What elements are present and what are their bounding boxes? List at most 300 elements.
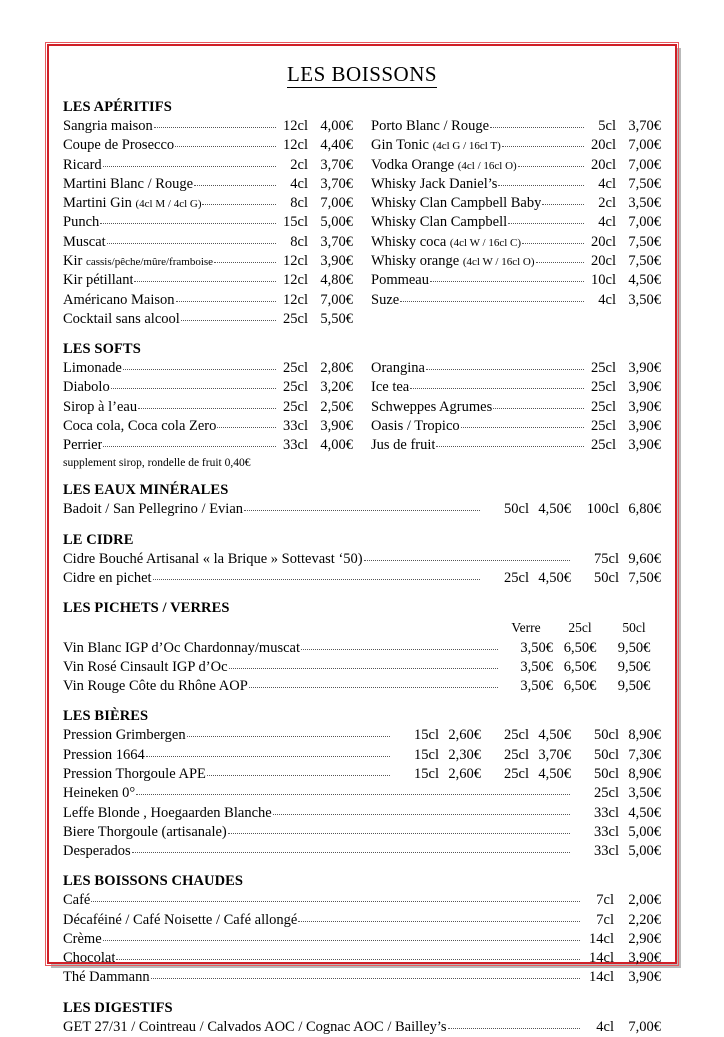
menu-row bbox=[371, 398, 661, 417]
item-name: Décaféiné / Café Noisette / Café allongé bbox=[63, 911, 298, 928]
item-price: 4,80€ bbox=[320, 272, 353, 289]
item-name: Martini Blanc / Rouge bbox=[63, 175, 194, 192]
item-name: Coca cola, Coca cola Zero bbox=[63, 417, 217, 434]
leader-dots bbox=[522, 232, 584, 244]
menu-row bbox=[63, 310, 353, 329]
price-tier bbox=[571, 823, 661, 842]
menu-row bbox=[63, 658, 661, 677]
item-volume: 25cl bbox=[283, 360, 308, 377]
item-name: Whisky Clan Campbell bbox=[371, 214, 508, 231]
section-cidre bbox=[63, 532, 661, 589]
menu-row bbox=[63, 746, 661, 765]
leader-dots bbox=[518, 155, 584, 167]
item-name: Biere Thorgoule (artisanale) bbox=[63, 823, 227, 840]
pichets-column-header: 25cl bbox=[568, 620, 592, 636]
item-price: 6,80€ bbox=[628, 501, 661, 518]
price-tier bbox=[391, 746, 481, 765]
menu-row bbox=[63, 117, 353, 136]
item-volume: 33cl bbox=[594, 804, 619, 821]
item-price: 7,00€ bbox=[320, 195, 353, 212]
price-tier bbox=[391, 765, 481, 784]
item-volume: 7cl bbox=[596, 911, 614, 928]
menu-row bbox=[371, 156, 661, 175]
leader-dots bbox=[111, 378, 276, 390]
leader-dots bbox=[364, 549, 570, 561]
item-name-detail: (4cl W / 16cl O) bbox=[462, 255, 535, 268]
item-name: Jus de fruit bbox=[371, 437, 436, 454]
item-volume: 14cl bbox=[589, 950, 614, 967]
item-price: 3,90€ bbox=[320, 417, 353, 434]
item-volume: 4cl bbox=[290, 175, 308, 192]
menu-row bbox=[63, 823, 661, 842]
menu-row bbox=[371, 117, 661, 136]
leader-dots bbox=[301, 638, 498, 650]
item-price: 7,00€ bbox=[320, 291, 353, 308]
pichets-column-headers bbox=[63, 618, 661, 638]
section-heading-chaudes: LES BOISSONS CHAUDES bbox=[63, 873, 244, 890]
item-price: 6,50€ bbox=[563, 678, 597, 695]
leader-dots bbox=[103, 435, 276, 447]
menu-row bbox=[63, 252, 353, 271]
item-price: 4,50€ bbox=[538, 501, 571, 518]
menu-row bbox=[63, 891, 661, 910]
item-volume: 14cl bbox=[589, 930, 614, 947]
item-price: 2,90€ bbox=[628, 930, 661, 947]
menu-row bbox=[63, 911, 661, 930]
section-heading-bieres: LES BIÈRES bbox=[63, 708, 149, 725]
price-tier bbox=[571, 726, 661, 745]
item-volume: 8cl bbox=[290, 195, 308, 212]
item-price: 3,20€ bbox=[320, 379, 353, 396]
leader-dots bbox=[228, 822, 570, 834]
item-price: 2,50€ bbox=[320, 398, 353, 415]
leader-dots bbox=[103, 155, 276, 167]
leader-dots bbox=[91, 890, 580, 902]
item-name: Cidre en pichet bbox=[63, 570, 152, 586]
item-price: 7,00€ bbox=[628, 137, 661, 154]
leader-dots bbox=[430, 270, 584, 282]
item-price: 7,50€ bbox=[628, 233, 661, 250]
item-price: 3,90€ bbox=[320, 252, 353, 269]
item-name: Perrier bbox=[63, 437, 103, 454]
item-price: 3,70€ bbox=[538, 746, 571, 763]
item-volume: 25cl bbox=[591, 379, 616, 396]
leader-dots bbox=[132, 841, 570, 853]
item-name: Diabolo bbox=[63, 379, 110, 396]
section-heading-softs: LES SOFTS bbox=[63, 341, 141, 358]
item-volume: 25cl bbox=[591, 417, 616, 434]
item-price: 6,50€ bbox=[563, 639, 597, 656]
item-price: 2,80€ bbox=[320, 360, 353, 377]
menu-row bbox=[63, 291, 353, 310]
item-price: 3,70€ bbox=[628, 118, 661, 134]
menu-row bbox=[371, 378, 661, 397]
item-volume: 15cl bbox=[414, 727, 439, 744]
leader-dots bbox=[502, 135, 584, 147]
item-volume: 4cl bbox=[596, 1018, 614, 1035]
item-volume: 50cl bbox=[594, 765, 619, 782]
item-volume: 8cl bbox=[290, 233, 308, 250]
menu-row bbox=[63, 968, 661, 987]
item-price: 3,70€ bbox=[320, 156, 353, 173]
menu-row bbox=[371, 271, 661, 290]
item-volume: 2cl bbox=[290, 156, 308, 173]
item-name: Gin Tonic (4cl G / 16cl T) bbox=[371, 137, 501, 154]
menu-row bbox=[63, 398, 353, 417]
item-volume: 20cl bbox=[591, 233, 616, 250]
item-volume: 12cl bbox=[283, 137, 308, 154]
item-price: 2,20€ bbox=[628, 911, 661, 928]
leader-dots bbox=[229, 657, 498, 669]
item-volume: 15cl bbox=[414, 746, 439, 763]
item-volume: 15cl bbox=[414, 765, 439, 782]
section-heading-cidre: LE CIDRE bbox=[63, 531, 134, 548]
leader-dots bbox=[244, 500, 480, 512]
menu-row bbox=[63, 930, 661, 949]
item-volume: 50cl bbox=[594, 570, 619, 586]
item-name: Vodka Orange (4cl / 16cl O) bbox=[371, 156, 517, 173]
section-bieres bbox=[63, 708, 661, 861]
item-volume: 2cl bbox=[598, 195, 616, 212]
section-heading-eaux: LES EAUX MINÉRALES bbox=[63, 482, 229, 499]
menu-row bbox=[63, 233, 353, 252]
item-volume: 5cl bbox=[598, 118, 616, 134]
item-price: 6,50€ bbox=[563, 658, 597, 675]
item-price: 7,50€ bbox=[628, 175, 661, 192]
menu-row bbox=[63, 436, 353, 455]
item-volume: 100cl bbox=[586, 501, 619, 518]
aperitifs-right-column bbox=[371, 117, 661, 329]
item-price: 3,90€ bbox=[628, 437, 661, 454]
pichets-column-header: 50cl bbox=[622, 620, 646, 636]
leader-dots bbox=[461, 416, 584, 428]
menu-row bbox=[63, 378, 353, 397]
item-volume: 25cl bbox=[504, 765, 529, 782]
item-name: Orangina bbox=[371, 360, 425, 377]
menu-row bbox=[371, 175, 661, 194]
leader-dots bbox=[116, 948, 580, 960]
item-name: Schweppes Agrumes bbox=[371, 398, 493, 415]
item-price: 9,50€ bbox=[617, 658, 651, 675]
softs-supplement-note: supplement sirop, rondelle de fruit 0,40€ bbox=[63, 456, 251, 469]
price-tier bbox=[391, 726, 481, 745]
item-name: Coupe de Prosecco bbox=[63, 137, 175, 154]
pichets-column-header: Verre bbox=[511, 620, 541, 636]
item-price: 3,70€ bbox=[320, 175, 353, 192]
item-volume: 12cl bbox=[283, 291, 308, 308]
leader-dots bbox=[146, 745, 390, 757]
item-name: Cocktail sans alcool bbox=[63, 310, 180, 327]
item-price: 4,50€ bbox=[628, 272, 661, 289]
leader-dots bbox=[107, 232, 276, 244]
price-tier bbox=[481, 726, 571, 745]
menu-row bbox=[371, 252, 661, 271]
leader-dots bbox=[123, 358, 276, 370]
item-price: 3,50€ bbox=[520, 639, 553, 656]
item-price: 4,40€ bbox=[320, 137, 353, 154]
item-price: 3,50€ bbox=[520, 678, 553, 695]
item-price: 7,00€ bbox=[628, 156, 661, 173]
item-volume: 4cl bbox=[598, 214, 616, 231]
item-price: 2,00€ bbox=[628, 892, 661, 909]
leader-dots bbox=[426, 358, 584, 370]
aperitifs-left-column bbox=[63, 117, 353, 329]
item-price: 9,50€ bbox=[617, 678, 651, 695]
item-name: Sangria maison bbox=[63, 118, 153, 134]
item-name: Chocolat bbox=[63, 950, 116, 967]
item-volume: 12cl bbox=[283, 118, 308, 134]
price-tier bbox=[571, 842, 661, 861]
item-name: Vin Blanc IGP d’Oc Chardonnay/muscat bbox=[63, 639, 300, 656]
item-price: 7,50€ bbox=[628, 252, 661, 269]
item-name: Pression 1664 bbox=[63, 746, 145, 763]
price-tier bbox=[571, 804, 661, 823]
leader-dots bbox=[448, 1017, 580, 1029]
item-price: 3,90€ bbox=[628, 417, 661, 434]
item-name: Muscat bbox=[63, 233, 106, 250]
section-eaux-minerales bbox=[63, 482, 661, 519]
item-volume: 25cl bbox=[504, 746, 529, 763]
item-volume: 25cl bbox=[283, 398, 308, 415]
menu-row bbox=[63, 271, 353, 290]
item-name: Ice tea bbox=[371, 379, 410, 396]
price-tier bbox=[481, 500, 571, 519]
item-price: 3,90€ bbox=[628, 398, 661, 415]
item-price: 4,50€ bbox=[538, 570, 571, 586]
menu-row bbox=[63, 1018, 661, 1037]
item-volume: 25cl bbox=[591, 360, 616, 377]
item-price: 7,50€ bbox=[628, 570, 661, 586]
item-name: Leffe Blonde , Hoegaarden Blanche bbox=[63, 804, 272, 821]
item-name: Vin Rosé Cinsault IGP d’Oc bbox=[63, 658, 228, 675]
item-name-detail: (4cl G / 16cl T) bbox=[432, 140, 501, 153]
leader-dots bbox=[508, 213, 584, 225]
item-volume: 33cl bbox=[283, 437, 308, 454]
price-tier bbox=[571, 765, 661, 784]
item-volume: 20cl bbox=[591, 156, 616, 173]
menu-row bbox=[63, 569, 661, 588]
item-name: Limonade bbox=[63, 360, 122, 377]
section-softs bbox=[63, 341, 661, 470]
section-digestifs bbox=[63, 1000, 661, 1037]
leader-dots bbox=[181, 309, 276, 321]
leader-dots bbox=[136, 783, 570, 795]
item-name: GET 27/31 / Cointreau / Calvados AOC / Cognac AOC / Bailley’s bbox=[63, 1018, 447, 1035]
item-price: 3,50€ bbox=[628, 291, 661, 308]
item-name: Whisky Jack Daniel’s bbox=[371, 175, 498, 192]
section-heading-digestifs: LES DIGESTIFS bbox=[63, 999, 173, 1016]
item-volume: 7cl bbox=[596, 892, 614, 909]
item-name: Whisky orange (4cl W / 16cl O) bbox=[371, 252, 535, 269]
menu-row bbox=[371, 417, 661, 436]
item-name: Ricard bbox=[63, 156, 102, 173]
section-pichets bbox=[63, 600, 661, 696]
item-price: 3,90€ bbox=[628, 360, 661, 377]
item-volume: 14cl bbox=[589, 969, 614, 986]
leader-dots bbox=[400, 290, 584, 302]
item-name: Whisky coca (4cl W / 16cl C) bbox=[371, 233, 522, 250]
menu-row bbox=[63, 136, 353, 155]
leader-dots bbox=[194, 174, 276, 186]
leader-dots bbox=[273, 803, 570, 815]
menu-row bbox=[63, 784, 661, 803]
item-name: Pression Grimbergen bbox=[63, 727, 186, 744]
leader-dots bbox=[498, 174, 584, 186]
item-name: Cidre Bouché Artisanal « la Brique » Sottevast ‘50) bbox=[63, 550, 363, 567]
item-name: Suze bbox=[371, 291, 400, 308]
menu-row bbox=[371, 136, 661, 155]
item-volume: 25cl bbox=[504, 727, 529, 744]
item-price: 9,60€ bbox=[628, 550, 661, 567]
price-tier bbox=[571, 569, 661, 588]
item-price: 3,70€ bbox=[320, 233, 353, 250]
item-name: Badoit / San Pellegrino / Evian bbox=[63, 501, 244, 518]
menu-row bbox=[63, 550, 661, 569]
menu-row bbox=[371, 359, 661, 378]
item-volume: 33cl bbox=[594, 823, 619, 840]
menu-row bbox=[63, 156, 353, 175]
leader-dots bbox=[536, 251, 584, 263]
softs-left-column bbox=[63, 359, 353, 470]
leader-dots bbox=[154, 116, 276, 128]
item-volume: 25cl bbox=[283, 379, 308, 396]
price-tier bbox=[481, 765, 571, 784]
leader-dots bbox=[542, 193, 584, 205]
item-price: 5,00€ bbox=[628, 843, 661, 860]
item-volume: 15cl bbox=[283, 214, 308, 231]
item-volume: 4cl bbox=[598, 291, 616, 308]
item-volume: 50cl bbox=[504, 501, 529, 518]
item-price: 3,50€ bbox=[628, 785, 661, 802]
item-volume: 75cl bbox=[594, 550, 619, 567]
softs-right-column bbox=[371, 359, 661, 470]
item-name: Pression Thorgoule APE bbox=[63, 765, 206, 782]
price-tier bbox=[571, 550, 661, 569]
menu-content bbox=[49, 46, 675, 1035]
item-volume: 10cl bbox=[591, 272, 616, 289]
item-price: 2,60€ bbox=[448, 727, 481, 744]
price-tier bbox=[481, 746, 571, 765]
item-volume: 25cl bbox=[591, 398, 616, 415]
leader-dots bbox=[187, 726, 390, 738]
item-volume: 50cl bbox=[594, 746, 619, 763]
leader-dots bbox=[153, 568, 480, 580]
leader-dots bbox=[249, 676, 498, 688]
item-volume: 25cl bbox=[283, 310, 308, 327]
item-price: 7,00€ bbox=[628, 214, 661, 231]
page-title bbox=[63, 62, 661, 87]
menu-row bbox=[63, 842, 661, 861]
item-name: Kir pétillant bbox=[63, 272, 134, 289]
item-volume: 20cl bbox=[591, 137, 616, 154]
menu-row bbox=[63, 175, 353, 194]
item-volume: 25cl bbox=[504, 570, 529, 586]
item-name: Crème bbox=[63, 930, 102, 947]
leader-dots bbox=[217, 416, 276, 428]
item-volume: 25cl bbox=[591, 437, 616, 454]
leader-dots bbox=[436, 435, 584, 447]
leader-dots bbox=[207, 764, 390, 776]
leader-dots bbox=[151, 968, 580, 980]
item-price: 8,90€ bbox=[628, 727, 661, 744]
item-price: 4,50€ bbox=[538, 727, 571, 744]
leader-dots bbox=[176, 290, 276, 302]
leader-dots bbox=[298, 910, 580, 922]
section-heading-aperitifs: LES APÉRITIFS bbox=[63, 99, 172, 115]
item-volume: 12cl bbox=[283, 252, 308, 269]
item-price: 2,30€ bbox=[448, 746, 481, 763]
leader-dots bbox=[175, 135, 276, 147]
item-name: Heineken 0° bbox=[63, 785, 136, 802]
item-volume: 12cl bbox=[283, 272, 308, 289]
leader-dots bbox=[214, 251, 276, 263]
item-name-detail: (4cl / 16cl O) bbox=[457, 159, 517, 172]
leader-dots bbox=[138, 397, 276, 409]
item-price: 3,90€ bbox=[628, 969, 661, 986]
item-name: Américano Maison bbox=[63, 291, 175, 308]
leader-dots bbox=[490, 116, 584, 128]
menu-row bbox=[63, 726, 661, 745]
menu-row bbox=[63, 359, 353, 378]
price-tier bbox=[571, 500, 661, 519]
item-name: Whisky Clan Campbell Baby bbox=[371, 195, 542, 212]
item-price: 7,00€ bbox=[628, 1018, 661, 1035]
item-name: Sirop à l’eau bbox=[63, 398, 138, 415]
leader-dots bbox=[100, 213, 276, 225]
item-volume: 33cl bbox=[283, 417, 308, 434]
item-name-detail: (4cl W / 16cl C) bbox=[449, 236, 522, 249]
menu-row bbox=[371, 213, 661, 232]
menu-row bbox=[63, 639, 661, 658]
menu-row bbox=[371, 194, 661, 213]
item-volume: 50cl bbox=[594, 727, 619, 744]
menu-row bbox=[63, 765, 661, 784]
item-price: 3,50€ bbox=[520, 658, 553, 675]
item-name-detail: (4cl M / 4cl G) bbox=[135, 198, 202, 211]
menu-row bbox=[371, 233, 661, 252]
item-price: 3,50€ bbox=[628, 195, 661, 212]
item-volume: 25cl bbox=[594, 785, 619, 802]
item-name: Café bbox=[63, 892, 91, 909]
menu-row bbox=[63, 804, 661, 823]
item-name: Martini Gin (4cl M / 4cl G) bbox=[63, 195, 202, 212]
menu-row bbox=[63, 500, 661, 519]
leader-dots bbox=[493, 397, 584, 409]
menu-page-frame bbox=[47, 44, 677, 1035]
item-volume: 20cl bbox=[591, 252, 616, 269]
leader-dots bbox=[134, 270, 276, 282]
leader-dots bbox=[103, 929, 580, 941]
price-tier bbox=[481, 569, 571, 588]
item-price: 3,90€ bbox=[628, 379, 661, 396]
item-volume: 4cl bbox=[598, 175, 616, 192]
item-name: Oasis / Tropico bbox=[371, 417, 460, 434]
menu-row bbox=[371, 436, 661, 455]
item-price: 9,50€ bbox=[617, 639, 651, 656]
leader-dots bbox=[202, 193, 276, 205]
section-boissons-chaudes bbox=[63, 873, 661, 987]
menu-row bbox=[63, 949, 661, 968]
item-price: 3,90€ bbox=[628, 950, 661, 967]
item-price: 5,00€ bbox=[320, 214, 353, 231]
item-price: 5,00€ bbox=[628, 823, 661, 840]
item-name: Punch bbox=[63, 214, 100, 231]
item-name: Vin Rouge Côte du Rhône AOP bbox=[63, 678, 248, 695]
menu-row bbox=[63, 677, 661, 696]
item-price: 7,30€ bbox=[628, 746, 661, 763]
item-price: 4,50€ bbox=[628, 804, 661, 821]
item-price: 5,50€ bbox=[320, 310, 353, 327]
